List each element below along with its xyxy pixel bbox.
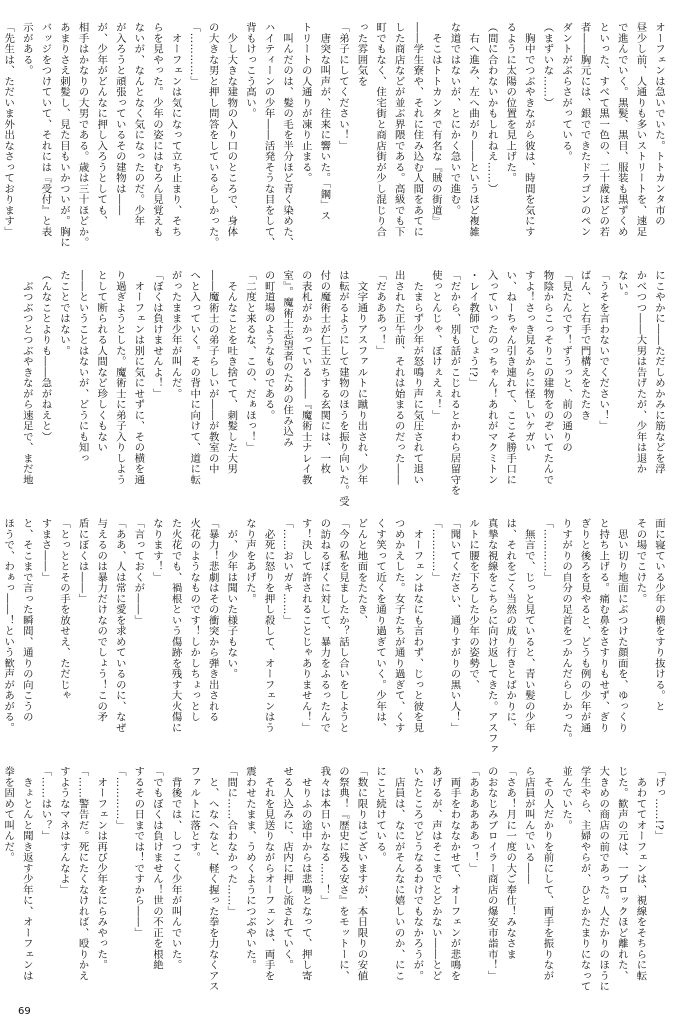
text-column: 「先生は、ただいま外出なさっております」	[2, 22, 15, 237]
text-column: バッジをつけていて、それには『受付』と表	[39, 22, 52, 237]
text-column: の表札がかかっている――『魔術士ナレイ教	[299, 270, 312, 485]
text-column: なり声をあげた。	[243, 518, 256, 604]
text-column: そんなことを吐き捨てて、刺髪した大男	[225, 270, 238, 475]
text-column: 真摯な視線をこちらに向け返してきた。アスファ	[485, 518, 498, 755]
text-column: 叫んだのは、髪の毛を半分ほど青く染めた、	[281, 22, 294, 248]
text-column: ――ということはないが、どうにも知っ	[76, 270, 89, 464]
text-column: い、ねーちゃん引き連れて、ここそ勝手口に	[504, 270, 517, 485]
text-column: ぶつぶつとつぶやきながら速足で、まだ地	[20, 270, 33, 485]
text-column: 「……はい？」	[39, 766, 52, 842]
text-column: ハイティーンの少年――活発そうな目をして、	[262, 22, 275, 248]
text-column: の訪ねるぼくに対して、暴力をふるったんで	[318, 518, 331, 733]
text-column: 昼少し前、人通りも多いストリートを、速足	[634, 22, 647, 237]
text-tier-2	[20, 270, 668, 507]
text-column: り過ぎようとした。魔術士に弟子入りしよう	[113, 270, 126, 485]
text-column: で進んでいく。黒髪、黒目、服装も黒ずくめ	[615, 22, 628, 237]
text-column: ない。	[615, 270, 628, 303]
text-column: 「数に限りはございますが、本日限りの安値	[355, 766, 368, 981]
text-column: 「ああああああっ！」	[467, 766, 480, 874]
text-column: 「弟子にしてください！」	[336, 22, 349, 151]
text-column: その場でこけた。	[634, 518, 647, 604]
text-column: 「…………」	[429, 518, 442, 583]
text-column: 無言で、じっと見ていると、青い髪の少年	[522, 518, 535, 733]
text-column: そこはトトカンタで有名な『賊の街道』	[429, 22, 442, 227]
text-column: 店員は、なにがそんなに嬉しいのか、にこ	[392, 766, 405, 981]
text-column: がったまま少年が叫んだ。	[169, 270, 182, 399]
text-column: 「さあ！月に一度の大ご奉仕！みなさま	[504, 766, 517, 960]
text-column: 学生やら、主婦やらが、ひとかたまりになって	[578, 766, 591, 992]
text-column: 「だあああっ！」	[374, 270, 387, 356]
text-column: 「……おいガキ……」	[281, 518, 294, 626]
text-column: 大きめの商店の前であった。人だかりのほうに	[597, 766, 610, 992]
text-column: ばん、と右手で門構えをたたき	[578, 270, 591, 421]
text-column: 「とっととその手を放せえ、ただじゃ	[58, 518, 70, 701]
text-column: （んなことよりも――急がねえと）	[39, 270, 52, 442]
text-column: 者――胸元には、銀でできたドラゴンのペン	[578, 22, 591, 237]
text-column: 町でもなく、住宅街と商店街が少し混じり合	[374, 22, 387, 237]
text-column: ダントがぶらさがっている。	[560, 22, 573, 162]
text-column: 示がある。	[20, 22, 33, 76]
text-column: オーフェンは別に気にせずに、その横を通	[132, 270, 145, 485]
text-column: それを見送りながらオーフェンは、両手を	[262, 766, 275, 981]
text-column: オーフェンはなにも言わず、じっと彼を見	[411, 518, 424, 733]
text-column: かべつつ――大男は告げたが、少年は退か	[634, 270, 647, 475]
text-column: が、少年がどんなに押し入ろうとしても、	[95, 22, 108, 227]
text-column: 与えるのは暴力だけなのでしょう！この矛	[95, 518, 108, 723]
text-column: 室』。魔術士志望者のための住み込み	[281, 270, 294, 448]
text-column: の町道場のようなものである。	[262, 270, 275, 421]
text-column: ら店員が叫んでいる――	[522, 766, 535, 885]
text-column: 胸中でつぶやきながら彼は、時間を気にす	[522, 22, 535, 237]
text-column: の大きな男と押し問答をしているらしかった。	[206, 22, 219, 248]
text-column: ないが、なんとなく気になったのだ。少年	[132, 22, 145, 227]
text-column: 右へ進み、左へ曲がり――というほど複雑	[467, 22, 480, 237]
text-column: あわててオーフェンは、視線をそちらに転	[634, 766, 647, 981]
text-column: な道ではないが、とにかく急いで進む。	[448, 22, 461, 216]
text-column: 必死に怒りを押し殺して、オーフェンはう	[262, 518, 275, 733]
text-column: 「……警告だ。死にたくなければ、殴りかえ	[76, 766, 89, 981]
text-column: た火花でも、禍根という傷跡を残す大火傷に	[169, 518, 182, 733]
text-column: るように太陽の位置を見上げた。	[504, 22, 517, 184]
text-column: 入っていったのっちゃん！あれがマクミトン	[485, 270, 498, 485]
text-column: 「だから、別も話がこじれるとかわら居留守を	[448, 270, 461, 496]
text-column: は、それをごく当然の成り行きとばかりに、	[504, 518, 517, 733]
text-column: にこと続けている。	[374, 766, 387, 863]
text-column: 背後では、しつこく少年が叫んでいた。	[169, 766, 182, 971]
text-column: 「言っておくが――」	[132, 518, 145, 626]
text-column: した商店などが並ぶ界隈である。高級でも下	[392, 22, 405, 237]
text-column: の祭典！『歴史に残る安さ』をモットーに、	[336, 766, 349, 981]
text-column: 「見たんです！ずうっと、前の通りの	[560, 270, 573, 453]
text-column: （まずいな……）	[541, 22, 554, 108]
text-column: らを見やった。少年の姿にはむろん見覚えも	[150, 22, 163, 237]
text-tier-3	[2, 518, 668, 755]
text-column: 背もけっこう高い。	[243, 22, 256, 119]
text-column: 唐突な叫声が、往来に響いた。「鋼」ス	[318, 22, 331, 222]
text-column: ぎりと後ろを見やると、どうも例の少年が通	[578, 518, 591, 733]
text-column: せりふの途中からは悲鳴となって、押し寄	[299, 766, 312, 981]
text-column: ファルトに落とす。	[188, 766, 201, 863]
text-column: くす笑って近くを通り過ぎていく。少年は、	[374, 518, 387, 733]
text-column: 少し大きな建物の入り口のところで、身体	[225, 22, 238, 237]
text-column: のおなじみブロイラー商店の爆安市詣市！」	[485, 766, 498, 981]
text-column: 「聞いてください、通りすがりの黒い人！」	[448, 518, 461, 733]
text-column: 付の魔術士が仁王立ちする玄関には、一枚	[318, 270, 331, 475]
text-column: トリートの人通りが凍り止まる。	[299, 22, 312, 184]
text-column: った雰囲気を	[355, 22, 368, 87]
text-column: 物陰からこっそりこの建物をのぞいてたんで	[541, 270, 554, 485]
text-column: ルトに腰を下ろした少年の姿勢で、	[467, 518, 480, 690]
text-column: 「間に……合わなかった……」	[225, 766, 238, 917]
text-column: 震わせたまま、うめくようにつぶやいた。	[243, 766, 256, 971]
text-column: 「暴力！悲劇はその衝突から弾き出される	[206, 518, 219, 723]
text-column: すまさ――」	[39, 518, 52, 583]
text-column: 面に寝ている少年の横をすり抜ける。と	[653, 518, 665, 712]
text-column: 相手はかなりの大男である。歳は三十ほどか。	[76, 22, 89, 248]
page-number: 69	[18, 1006, 31, 1017]
text-column: りすがりの自分の足首をつかんだらしかった。	[560, 518, 573, 744]
text-column: 並んでいた。	[560, 766, 573, 831]
text-column: 盾にぼくは――」	[76, 518, 89, 604]
text-column: にこやかに――ただしめかみに筋などを浮	[653, 270, 665, 475]
text-column: 「…………」	[113, 766, 126, 831]
text-column: 「…………」	[188, 22, 201, 87]
text-column: が、少年は聞いた様子もない。	[225, 518, 238, 680]
text-column: 「でもぼくは負けません！世の不正を根絶	[150, 766, 163, 971]
text-column: すよ！さっき見るからに怪しいケガい	[522, 270, 535, 453]
text-column: その人だかりを前にして、両手を振りなが	[541, 766, 554, 981]
text-column: するその日までは！ですから――」	[132, 766, 145, 938]
text-column: 出された正午前、それは始まるのだった――	[392, 270, 405, 485]
text-column: 「今の私を見ましたか？話し合いをしようと	[336, 518, 349, 733]
text-tier-4	[2, 766, 668, 998]
text-column: オーフェンは急いでいた。トトカンタ市の	[653, 22, 665, 227]
text-column: （間に合わないかもしれねえ……）	[485, 22, 498, 194]
text-column: きょとんと聞き返す少年に、オーフェンは	[20, 766, 33, 981]
text-column: つめかえした。女子たちが通り過ぎて、くす	[392, 518, 405, 733]
text-column: あげるが、声はそこまでとどかない――とど	[429, 766, 442, 981]
text-column: ――学生寮や、それに住み込む人間をあてに	[411, 22, 424, 237]
text-column: すようなマネはすんなよ」	[58, 766, 70, 895]
text-column: どんと地面をたたき、	[355, 518, 368, 626]
text-column: といった、すべて黒一色の、二十歳ほどの若	[597, 22, 610, 237]
text-column: オーフェンは再び少年をにらみやった。	[95, 766, 108, 971]
text-column: 我々は本日いかなる……！」	[318, 766, 331, 906]
text-column: 「ああ、人は常に愛を求めているのに、なぜ	[113, 518, 126, 733]
text-column: として断られる人間など珍しくもない	[95, 270, 108, 453]
text-column: 「うそを言わないでください！」	[597, 270, 610, 432]
text-column: なります！」	[150, 518, 163, 583]
text-column: 「二度と来るな、この、だぁほっ！」	[243, 270, 256, 453]
text-column: へと入っていく。その背中に向けて、道に転	[188, 270, 201, 485]
text-column: 文字通りアスファルトに蹴り出され、少年	[355, 270, 368, 485]
text-column: じた。歓声の元は、一ブロックほど離れた、	[615, 766, 628, 981]
text-column: 「…………」	[541, 518, 554, 583]
text-column: 「ぼくは負けませんよ！」	[150, 270, 163, 399]
text-column: せる人込みに、店内に押し流されていく。	[281, 766, 294, 971]
text-column: 両手をわななかせて、オーフェンが悲鳴を	[448, 766, 461, 981]
text-column: ・レイ教師でしょう!?」	[467, 270, 480, 388]
text-column: と持ち上げる。痛む鼻をさすりもせず、ぎり	[597, 518, 610, 733]
text-column: は転がるようにして建物のほうを振り向いた。受	[336, 270, 349, 507]
text-column: す！決して許されることじゃありません！」	[299, 518, 312, 733]
text-column: と、へなへなと、軽く握った拳を力なくアス	[206, 766, 219, 992]
text-column: たことではない。	[58, 270, 70, 356]
text-column: ――魔術士の弟子らしいが――が教室の中	[206, 270, 219, 475]
text-column: いたところでどうなるわけでもなかろうが。	[411, 766, 424, 981]
text-column: たまらず少年が怒鳴り声に気圧されて退い	[411, 270, 424, 485]
text-column: 思い切り地面にぶつけた顔面を、ゆっくり	[615, 518, 628, 733]
text-column: 拳を固めて叫んだ。	[2, 766, 15, 863]
text-column: 「げっ……!?」	[653, 766, 665, 841]
text-column: ほうで、わぁっ――！という歓声があがる。	[2, 518, 15, 733]
text-column: と、そこまで言った瞬間、通りの向こうの	[20, 518, 33, 723]
text-column: オーフェンは気になって立ち止まり、そち	[169, 22, 182, 237]
text-column: 使っとんじゃ、ぼけぇえぇ！」	[429, 270, 442, 421]
text-tier-1	[2, 22, 668, 254]
text-column: が入ろうと頑張っているその建物は――	[113, 22, 126, 216]
text-column: あまりさえ刺髪し、見た目もいかついが。胸に	[58, 22, 70, 248]
text-column: 火花のようなものです！しかしちょっとし	[188, 518, 201, 723]
